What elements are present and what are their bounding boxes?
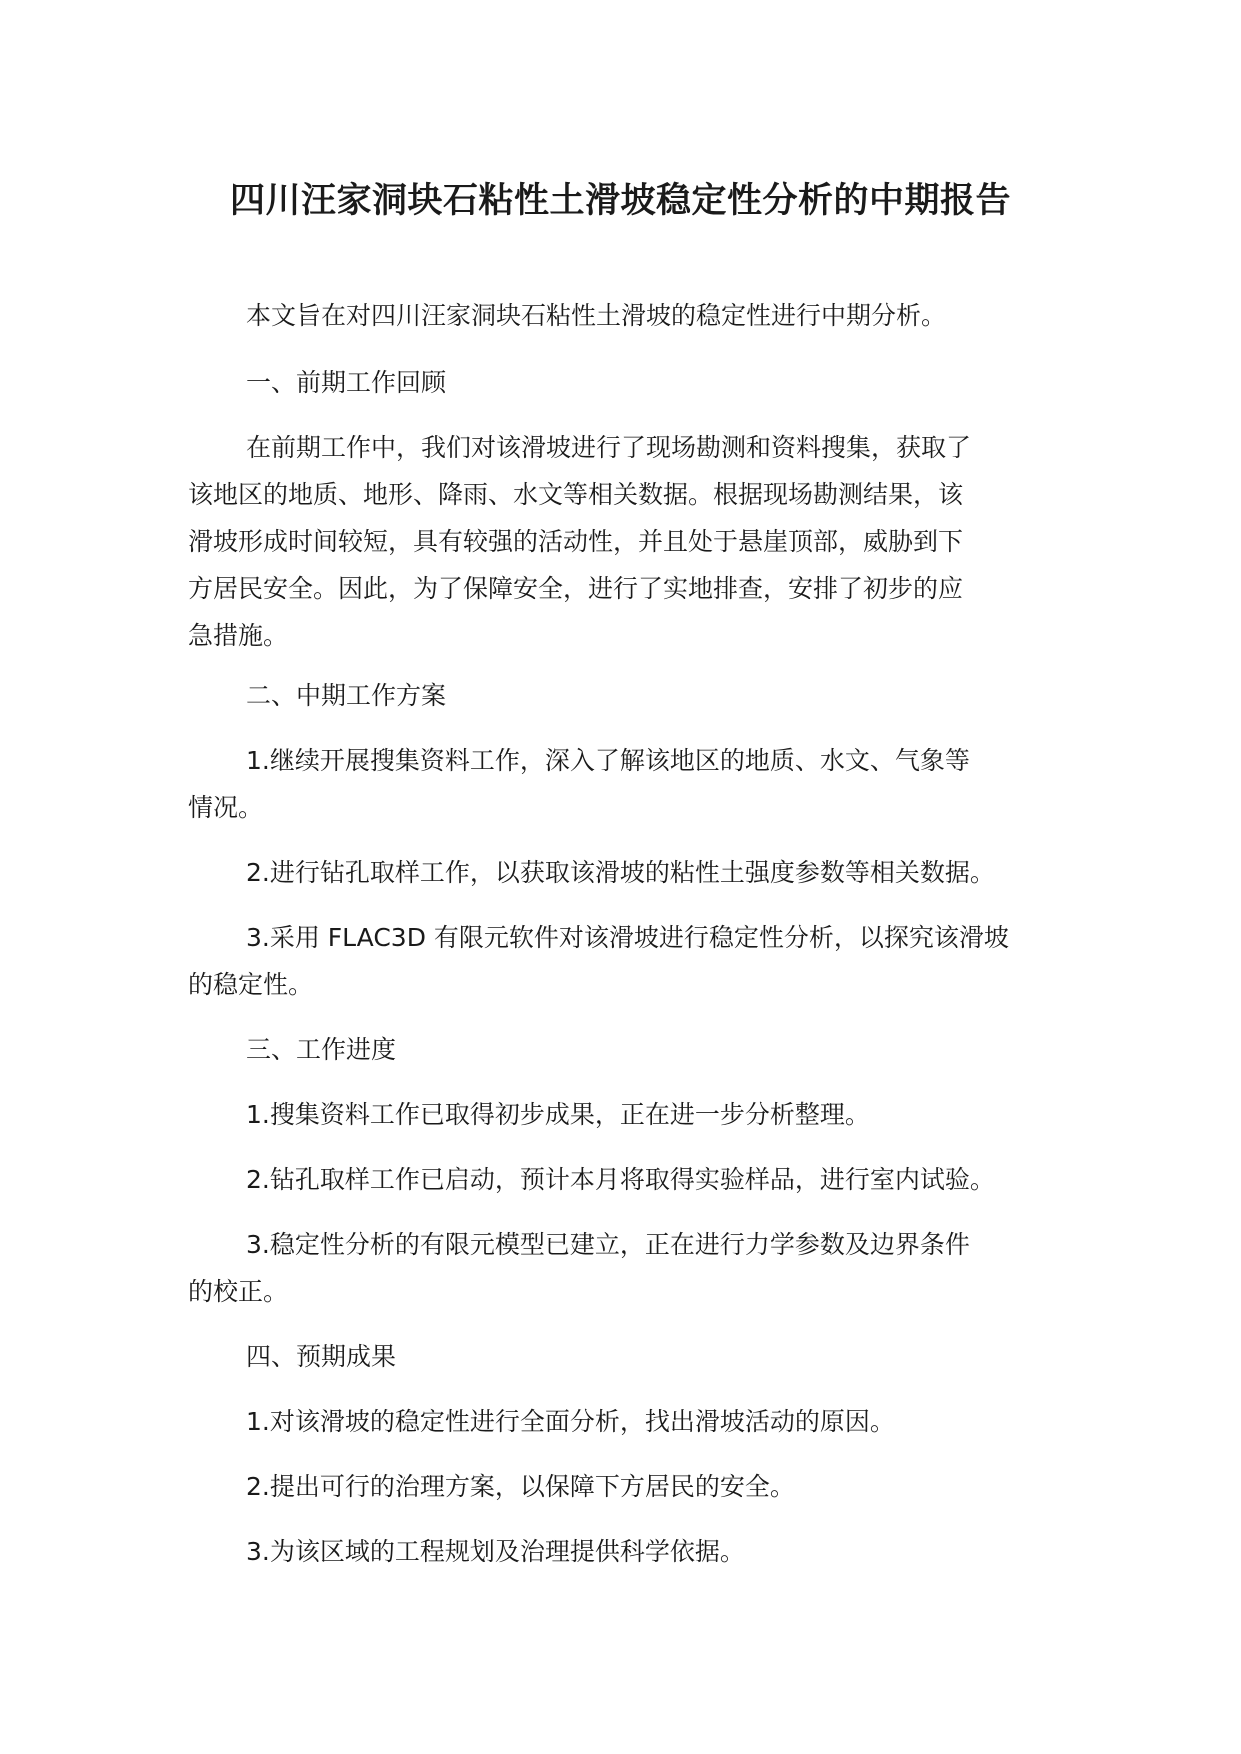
paragraph-line: 急措施。 <box>188 621 289 650</box>
list-item-line: 2.进行钻孔取样工作，以获取该滑坡的粘性土强度参数等相关数据。 <box>246 858 995 887</box>
list-item-line: 的稳定性。 <box>188 970 314 999</box>
paragraph-line: 方居民安全。因此，为了保障安全，进行了实地排查，安排了初步的应 <box>188 574 964 603</box>
section4-item3 <box>188 1528 1068 1575</box>
section3-item1 <box>188 1091 1068 1138</box>
section4-heading-text: 四、预期成果 <box>246 1342 397 1371</box>
list-item-line: 2.提出可行的治理方案，以保障下方居民的安全。 <box>246 1472 795 1501</box>
list-item-line: 2.钻孔取样工作已启动，预计本月将取得实验样品，进行室内试验。 <box>246 1165 995 1194</box>
section1-heading-text: 一、前期工作回顾 <box>246 368 447 397</box>
section2-item1 <box>188 737 1068 831</box>
paragraph-line: 该地区的地质、地形、降雨、水文等相关数据。根据现场勘测结果，该 <box>188 480 964 509</box>
list-item-line: 的校正。 <box>188 1277 289 1306</box>
list-item-line: 1.继续开展搜集资料工作，深入了解该地区的地质、水文、气象等 <box>246 746 970 775</box>
paragraph-line: 在前期工作中，我们对该滑坡进行了现场勘测和资料搜集，获取了 <box>246 433 972 462</box>
section1-paragraph <box>188 424 1068 659</box>
section1-heading <box>188 359 1068 406</box>
intro-text: 本文旨在对四川汪家洞块石粘性土滑坡的稳定性进行中期分析。 <box>246 301 947 330</box>
section3-item2 <box>188 1156 1068 1203</box>
section3-item3 <box>188 1221 1068 1315</box>
list-item-line: 情况。 <box>188 793 264 822</box>
section4-heading <box>188 1333 1068 1380</box>
section4-item2 <box>188 1463 1068 1510</box>
section2-heading <box>188 672 1068 719</box>
list-item-line: 1.对该滑坡的稳定性进行全面分析，找出滑坡活动的原因。 <box>246 1407 895 1436</box>
section4-item1 <box>188 1398 1068 1445</box>
section3-heading-text: 三、工作进度 <box>246 1035 397 1064</box>
section2-heading-text: 二、中期工作方案 <box>246 681 447 710</box>
page-title: 四川汪家洞块石粘性土滑坡稳定性分析的中期报告 <box>229 181 1011 221</box>
list-item-line: 1.搜集资料工作已取得初步成果，正在进一步分析整理。 <box>246 1100 870 1129</box>
paragraph-line: 滑坡形成时间较短，具有较强的活动性，并且处于悬崖顶部，威胁到下 <box>188 527 964 556</box>
section2-item2 <box>188 849 1068 896</box>
list-item-line: 3.采用 FLAC3D 有限元软件对该滑坡进行稳定性分析，以探究该滑坡 <box>246 923 1009 952</box>
list-item-line: 3.稳定性分析的有限元模型已建立，正在进行力学参数及边界条件 <box>246 1230 970 1259</box>
list-item-line: 3.为该区域的工程规划及治理提供科学依据。 <box>246 1537 745 1566</box>
intro-paragraph <box>188 292 1068 339</box>
section3-heading <box>188 1026 1068 1073</box>
section2-item3 <box>188 914 1068 1008</box>
